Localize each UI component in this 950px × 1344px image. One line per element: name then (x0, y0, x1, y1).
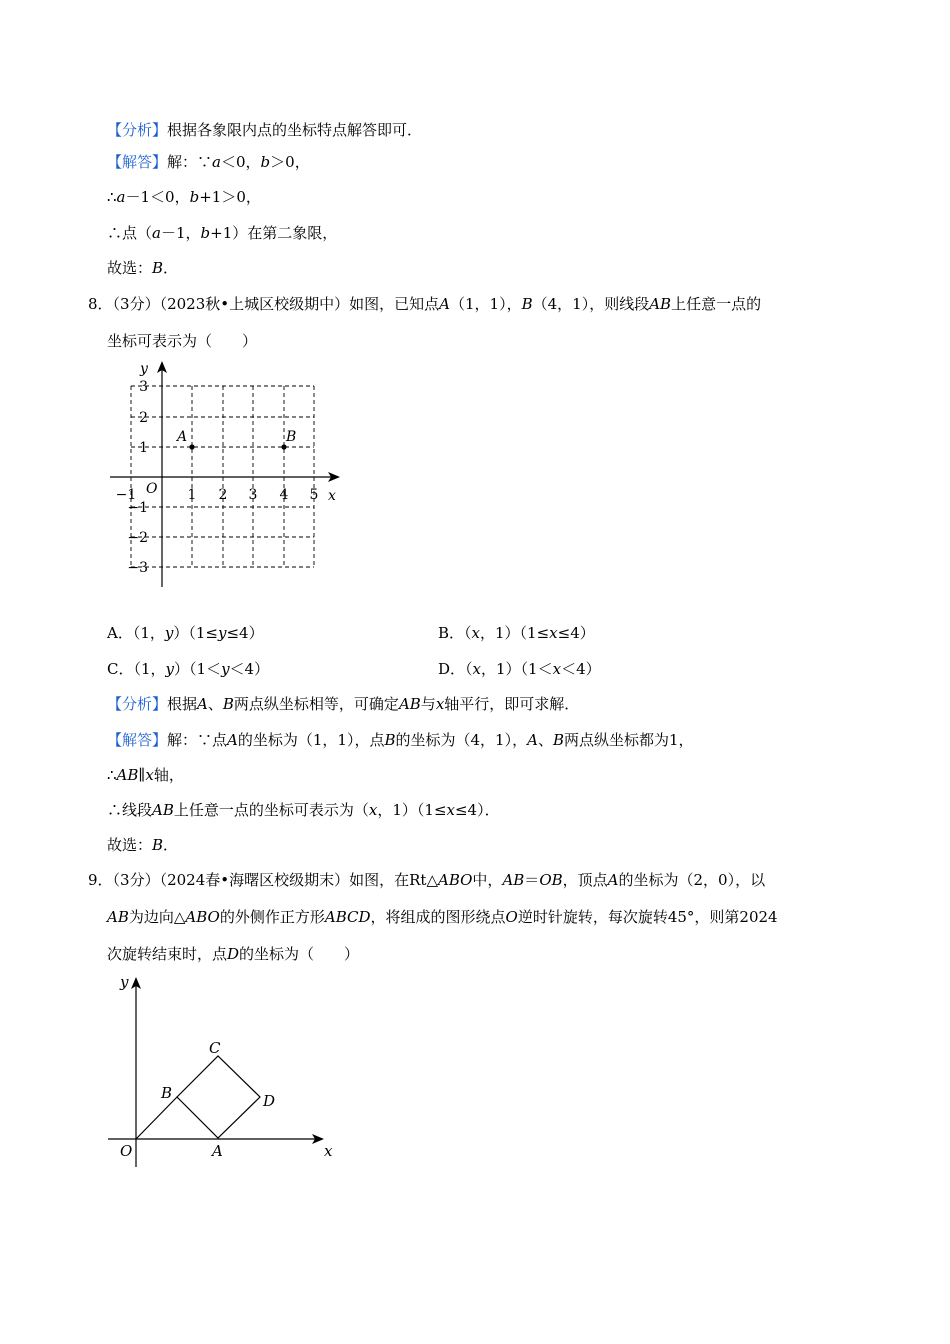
q9-stem-line3: 次旋转结束时，点D的坐标为（ ） (107, 945, 360, 963)
y-tick-label: 3 (139, 379, 148, 395)
triangle-and-square (136, 1056, 260, 1139)
x-axis-label: x (328, 488, 336, 504)
q9-stem-line1: 9．（3分）（2024春•海曙区校级期末）如图，在Rt△ABO中，AB＝OB，顶点A的坐标为（2，0），以 (88, 871, 766, 889)
q8-analysis: 【分析】根据A、B两点纵坐标相等，可确定AB与x轴平行，即可求解． (107, 695, 580, 713)
point-b-dot (281, 444, 286, 449)
origin-label: O (146, 481, 158, 497)
point-d-label: D (263, 1092, 276, 1110)
y-axis-label: y (120, 973, 129, 991)
question-number: 9． (88, 871, 113, 889)
question-number: 8． (88, 295, 113, 313)
x-tick-label: −1 (115, 487, 137, 503)
x-tick-label: 2 (218, 487, 228, 503)
q8-option-d: D．（x，1）（1＜x＜4） (438, 660, 601, 678)
point-b-label: B (161, 1084, 173, 1102)
y-tick-label: 1 (139, 440, 148, 456)
answer-tag: 【解答】 (107, 731, 168, 749)
q8-stem-line1: 8．（3分）（2023秋•上城区校级期中）如图，已知点A（1，1），B（4，1），则线段AB上任意一点的 (88, 295, 762, 313)
y-tick-label: −1 (127, 500, 148, 516)
q7-analysis: 【分析】根据各象限内点的坐标特点解答即可． (107, 121, 423, 139)
q8-coordinate-figure (100, 355, 350, 600)
q7-answer-line3: ∴点（a－1，b+1）在第二象限， (107, 224, 338, 242)
y-tick-label: 2 (139, 410, 148, 426)
q8-stem-line2: 坐标可表示为（ ） (107, 332, 258, 350)
y-tick-label: −3 (127, 560, 148, 576)
x-tick-label: 3 (248, 487, 258, 503)
q8-answer-line3: ∴线段AB上任意一点的坐标可表示为（x，1）（1≤x≤4）． (107, 801, 500, 819)
y-axis-label: y (140, 361, 148, 377)
q7-answer-line2: ∴a－1＜0，b+1＞0， (107, 188, 261, 206)
q8-answer-line2: ∴AB∥x轴， (107, 766, 184, 784)
q8-option-a: A．（1，y）（1≤y≤4） (107, 624, 264, 642)
q7-answer-line1: 【解答】解：∵a＜0，b＞0， (107, 153, 310, 171)
x-tick-label: 1 (187, 487, 197, 503)
q8-option-c: C．（1，y）（1＜y＜4） (107, 660, 270, 678)
q8-choice: 故选：B． (107, 836, 179, 854)
point-a-label: A (177, 429, 188, 445)
x-tick-label: 4 (279, 487, 289, 503)
q8-option-b: B．（x，1）（1≤x≤4） (438, 624, 595, 642)
point-b-label: B (286, 429, 297, 445)
point-a-dot (189, 444, 194, 449)
analysis-tag: 【分析】 (107, 121, 168, 139)
answer-tag: 【解答】 (107, 153, 168, 171)
q8-answer-line1: 【解答】解：∵点A的坐标为（1，1），点B的坐标为（4，1），A、B两点纵坐标都为1， (107, 731, 694, 749)
origin-label: O (120, 1142, 133, 1160)
q7-choice: 故选：B． (107, 259, 179, 277)
y-tick-label: −2 (127, 530, 148, 546)
x-tick-label: 5 (309, 487, 319, 503)
q9-rotation-figure (100, 965, 350, 1170)
point-c-label: C (209, 1039, 221, 1057)
x-axis-label: x (324, 1142, 333, 1160)
point-a-label: A (212, 1142, 223, 1160)
q9-stem-line2: AB为边向△ABO的外侧作正方形ABCD，将组成的图形绕点O逆时针旋转，每次旋转45°，则第2024 (107, 908, 778, 926)
analysis-tag: 【分析】 (107, 695, 168, 713)
